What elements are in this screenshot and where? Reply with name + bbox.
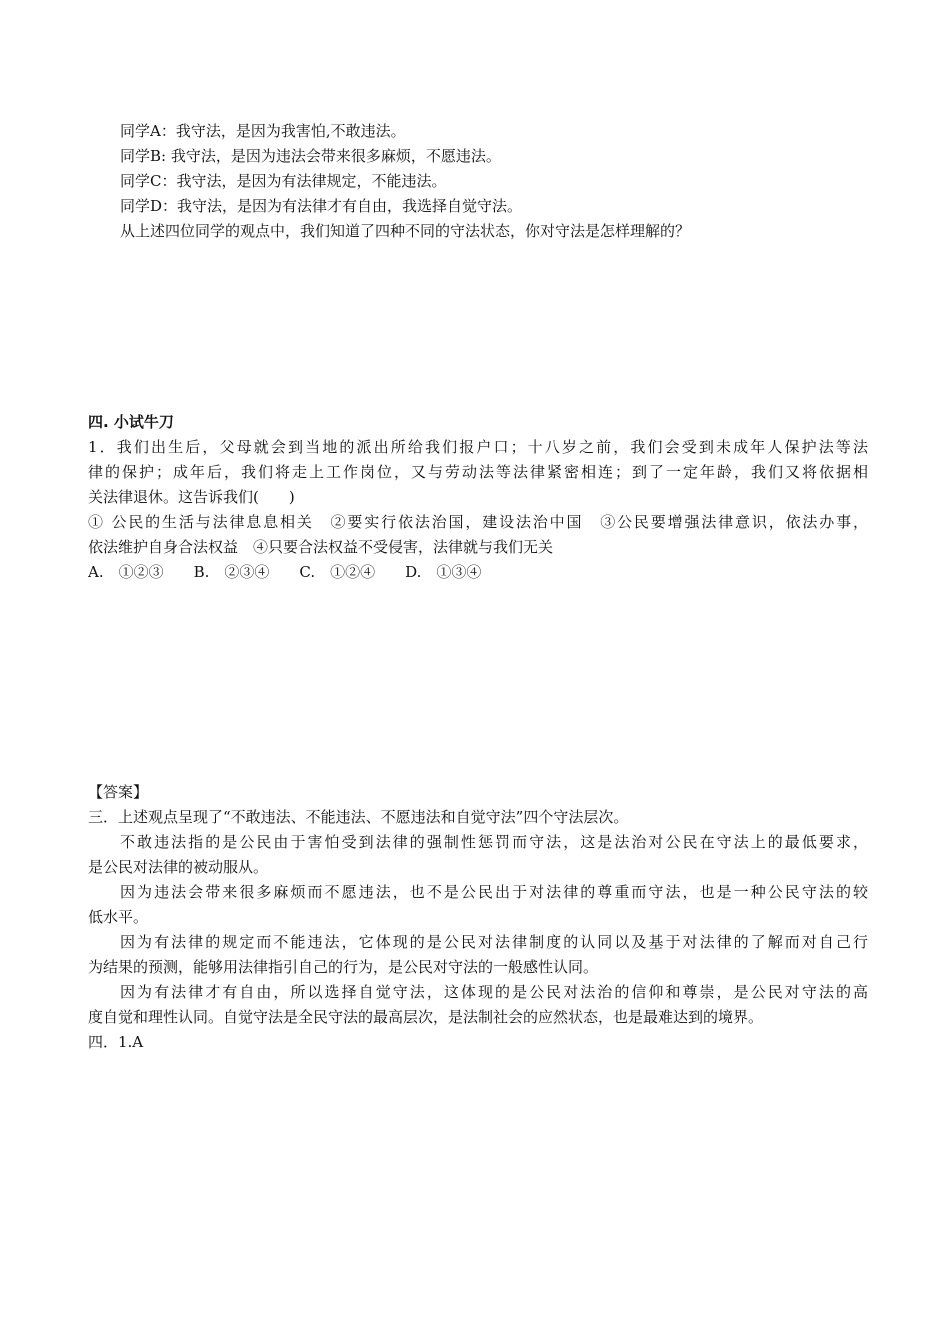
answers-title: 【答案】 — [88, 783, 149, 801]
answer-paragraph-line: 因为有法律的规定而不能违法，它体现的是公民对法律制度的认同以及基于对法律的了解而对自己行 — [120, 933, 868, 951]
answer-paragraph-line: 为结果的预测，能够用法律指引自己的行为，是公民对守法的一般感性认同。 — [88, 958, 599, 976]
answer-paragraph-line: 因为有法律才有自由，所以选择自觉守法，这体现的是公民对法治的信仰和尊崇，是公民对守法的高 — [120, 983, 868, 1001]
question1-line: 律的保护；成年后，我们将走上工作岗位，又与劳动法等法律紧密相连；到了一定年龄，我们又将依据相 — [88, 463, 868, 481]
answer-paragraph-line: 是公民对法律的被动服从。 — [88, 858, 269, 876]
question1-line: 关法律退休。这告诉我们( ) — [88, 488, 295, 506]
section4-heading: 四. 小试牛刀 — [88, 413, 174, 431]
answer-paragraph-line: 度自觉和理性认同。自觉守法是全民守法的最高层次，是法制社会的应然状态，也是最难达到的境界。 — [88, 1008, 764, 1026]
answer-paragraph-line: 低水平。 — [88, 908, 149, 926]
question1-options: A. ①②③ B. ②③④ C. ①②④ D. ①③④ — [88, 563, 482, 581]
statement-b: 同学B: 我守法，是因为违法会带来很多麻烦，不愿违法。 — [120, 147, 501, 165]
statement-c: 同学C：我守法，是因为有法律规定，不能违法。 — [120, 172, 447, 190]
question1-statement-line: 依法维护自身合法权益 ④只要合法权益不受侵害，法律就与我们无关 — [88, 538, 554, 556]
answer-paragraph-line: 不敢违法指的是公民由于害怕受到法律的强制性惩罚而守法，这是法治对公民在守法上的最低要求， — [120, 833, 868, 851]
question1-statement-line: ① 公民的生活与法律息息相关 ②要实行依法治国，建设法治中国 ③公民要增强法律意识，依法办事， — [88, 513, 868, 531]
student-statements — [88, 119, 868, 244]
question1-line: 1．我们出生后，父母就会到当地的派出所给我们报户口；十八岁之前，我们会受到未成年人保护法等法 — [88, 438, 868, 456]
statement-a: 同学A：我守法，是因为我害怕,不敢违法。 — [120, 122, 406, 140]
answer-section4: 四．1.A — [88, 1033, 144, 1051]
section4 — [88, 410, 868, 585]
answers-section — [88, 780, 868, 1055]
answer-paragraph-line: 因为违法会带来很多麻烦而不愿违法，也不是公民出于对法律的尊重而守法，也是一种公民守法的较 — [120, 883, 868, 901]
statement-d: 同学D：我守法，是因为有法律才有自由，我选择自觉守法。 — [120, 197, 523, 215]
answer-section3-intro: 三．上述观点呈现了“不敢违法、不能违法、不愿违法和自觉守法”四个守法层次。 — [88, 808, 629, 826]
section3-question: 从上述四位同学的观点中，我们知道了四种不同的守法状态，你对守法是怎样理解的？ — [120, 222, 691, 240]
